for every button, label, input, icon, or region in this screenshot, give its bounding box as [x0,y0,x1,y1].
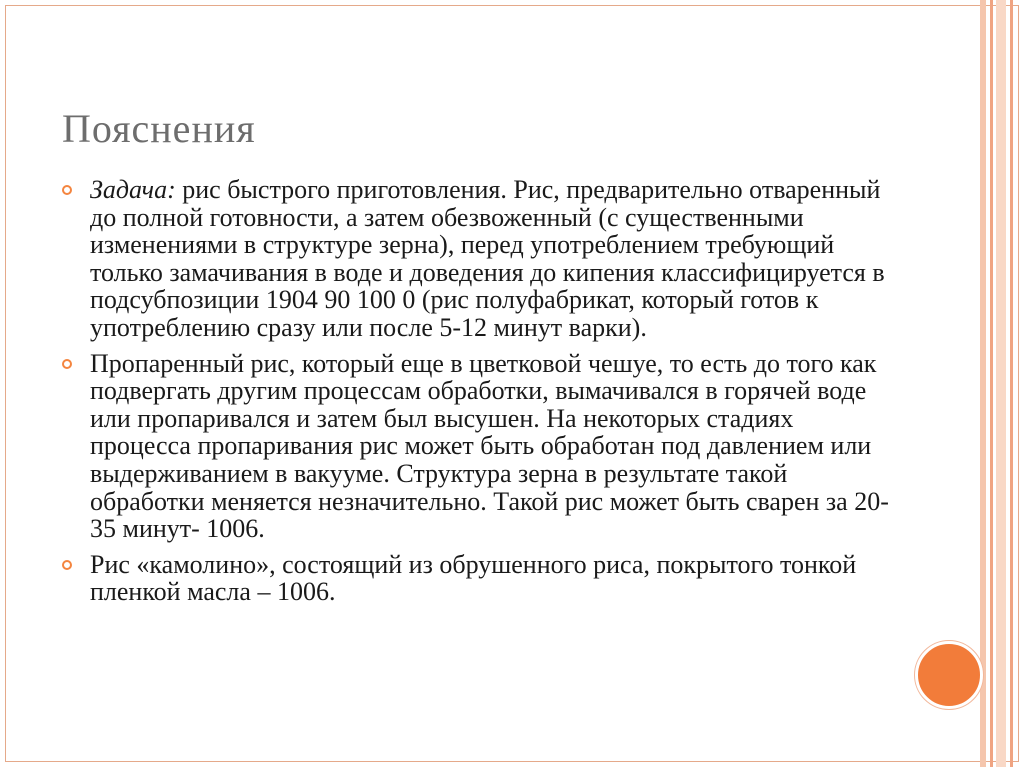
slide-title: Пояснения [62,106,256,151]
decorative-stripe [990,0,993,767]
decorative-stripe [996,0,1006,767]
slide-content [62,176,892,614]
bullet-marker-icon [62,359,72,369]
decorative-circle [915,641,983,709]
bullet-marker-icon [62,185,72,195]
bullet-text: Рис «камолино», состоящий из обрушенного риса, покрытого тонкой пленкой масла – 1006. [90,549,857,607]
bullet-text: рис быстрого приготовления. Рис, предварительно отваренный до полной готовности, а затем обезвоженный (с существенными изменениями в структуре зерна), перед употреблением требующий только замачивания в воде и доведения до кипения классифицируется в подсубпозиции 1904 90 100 0 (рис полуфабрикат, который готов к употреблению сразу или после 5-12 минут варки). [90,175,885,342]
bullet-item [62,551,892,606]
bullet-text: Пропаренный рис, который еще в цветковой чешуе, то есть до того как подвергать другим процессам обработки, вымачивался в горячей воде или пропаривался и затем был высушен. На некоторых стадиях процесса пропаривания рис может быть обработан под давлением или выдерживанием в вакууме. Структура зерна в результате такой обработки меняется незначительно. Такой рис может быть сварен за 20-35 минут- 1006. [90,348,889,544]
bullet-item [62,350,892,543]
bullet-marker-icon [62,560,72,570]
decorative-stripe [980,0,986,767]
bullet-item [62,176,892,342]
decorative-stripe [1010,0,1013,767]
bullet-label: Задача: [90,175,176,204]
